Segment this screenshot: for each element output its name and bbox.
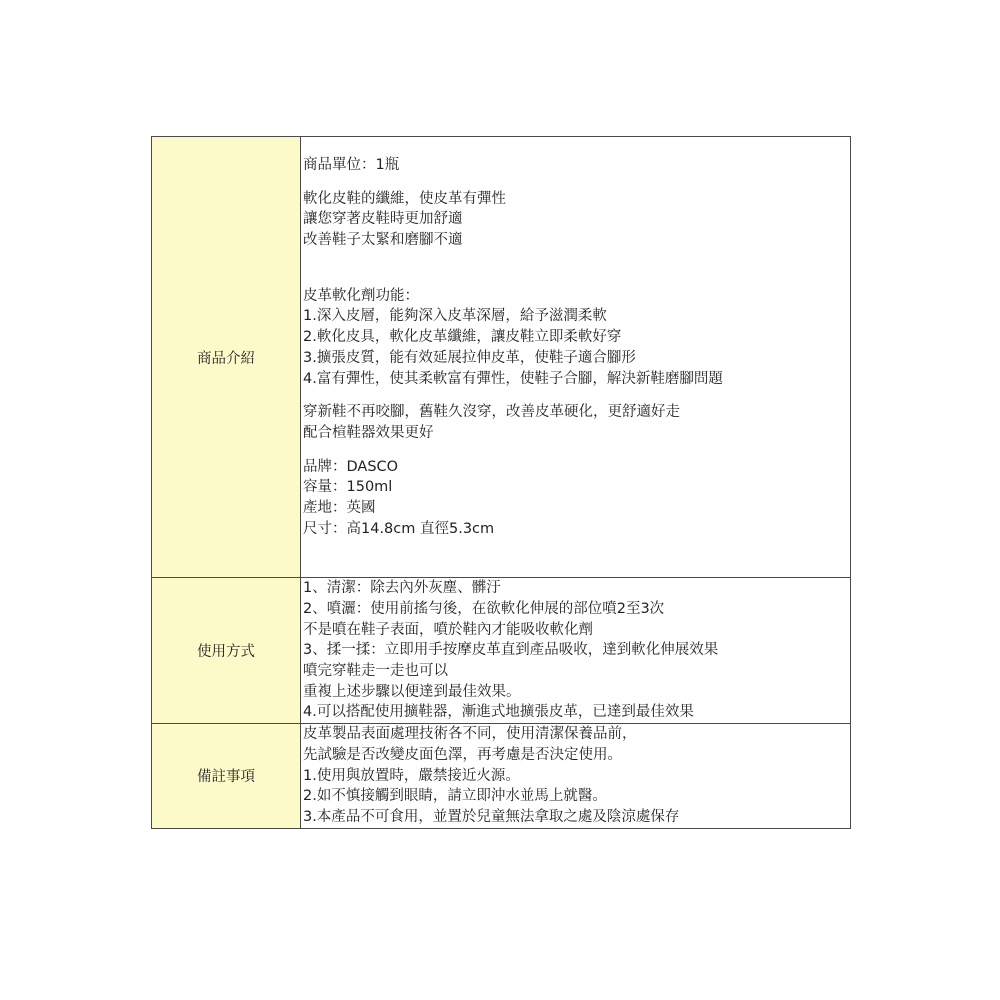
notes-line: 2.如不慎接觸到眼睛，請立即沖水並馬上就醫。 [303,788,607,805]
spec-line: 尺寸：高14.8cm 直徑5.3cm [303,520,495,537]
desc-line: 改善鞋子太緊和磨腳不適 [303,232,463,249]
spec-line: 產地：英國 [303,499,376,516]
table-row-intro [152,137,851,578]
table-row-notes [152,724,851,828]
usage-line: 重複上述步驟以便達到最佳效果。 [303,683,521,700]
notes-content [301,724,851,828]
usage-line: 3、揉一揉：立即用手按摩皮革直到產品吸收，達到軟化伸展效果 [303,642,719,659]
function-line: 4.富有彈性，使其柔軟富有彈性，使鞋子合腳，解決新鞋磨腳問題 [303,370,723,387]
notes-line: 1.使用與放置時，嚴禁接近火源。 [303,767,520,784]
usage-line: 2、噴灑：使用前搖勻後，在欲軟化伸展的部位噴2至3次 [303,601,665,617]
function-line: 2.軟化皮具，軟化皮革纖維，讓皮鞋立即柔軟好穿 [303,329,622,346]
extra-line: 穿新鞋不再咬腳，舊鞋久沒穿，改善皮革硬化，更舒適好走 [303,404,680,421]
function-line: 1.深入皮層，能夠深入皮革深層，給予滋潤柔軟 [303,308,607,325]
table-row-usage [152,578,851,724]
spec-line: 品牌：DASCO [303,458,399,475]
usage-label: 使用方式 [152,578,301,724]
intro-content [301,137,851,578]
usage-line: 4.可以搭配使用擴鞋器，漸進式地擴張皮革，已達到最佳效果 [303,704,694,721]
usage-line: 1、清潔：除去內外灰塵、髒汙 [303,580,501,597]
intro-label: 商品介紹 [152,137,301,578]
usage-line: 噴完穿鞋走一走也可以 [303,663,448,680]
desc-line: 軟化皮鞋的纖維，使皮革有彈性 [303,190,506,207]
function-title: 皮革軟化劑功能： [303,287,419,304]
desc-line: 讓您穿著皮鞋時更加舒適 [303,211,463,228]
extra-line: 配合楦鞋器效果更好 [303,424,434,441]
function-line: 3.擴張皮質，能有效延展拉伸皮革，使鞋子適合腳形 [303,349,636,366]
spec-line: 容量：150ml [303,479,393,496]
notes-label: 備註事項 [152,724,301,828]
product-spec-table [151,136,851,829]
product-unit: 商品單位：1瓶 [303,157,400,173]
notes-line: 先試驗是否改變皮面色澤，再考慮是否決定使用。 [303,746,622,763]
usage-line: 不是噴在鞋子表面，噴於鞋內才能吸收軟化劑 [303,621,593,638]
notes-line: 皮革製品表面處理技術各不同，使用清潔保養品前， [303,726,637,743]
notes-line: 3.本產品不可食用，並置於兒童無法拿取之處及陰涼處保存 [303,808,680,825]
usage-content [301,578,851,724]
